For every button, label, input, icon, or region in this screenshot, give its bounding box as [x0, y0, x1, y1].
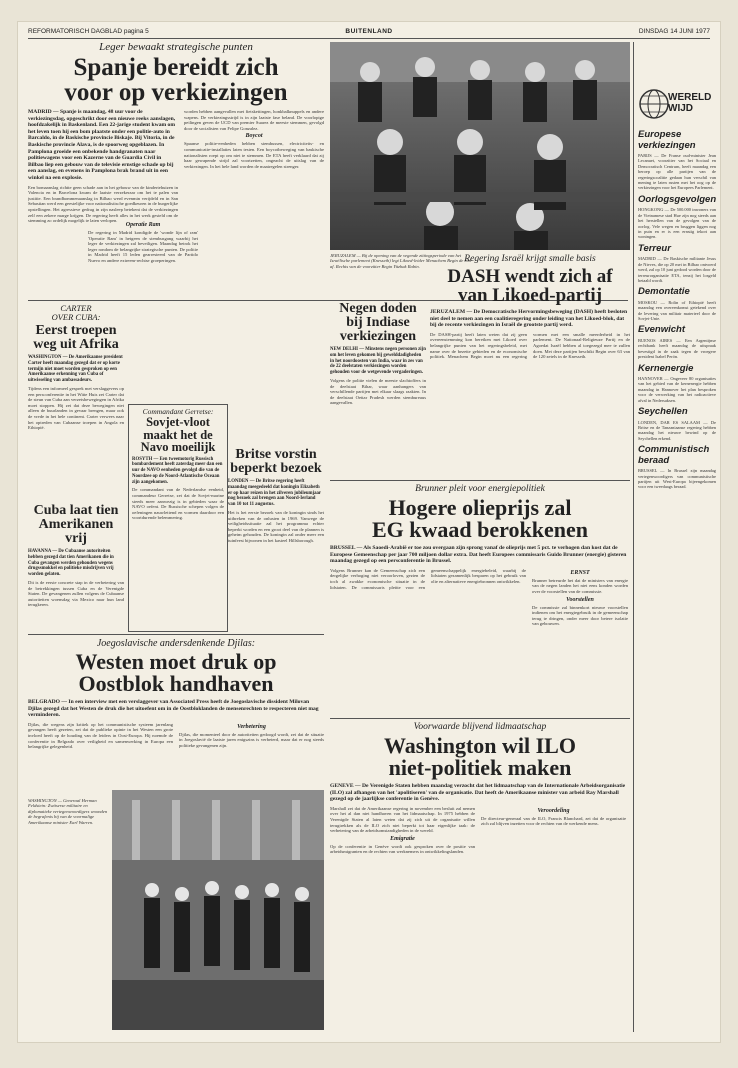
ilo-body-3: De directeur-generaal van de ILO, Francis Blanchard, zei dat de organisatie zich zal blijven inzetten voor de rechten van de werkende mens.: [481, 815, 626, 827]
sovjet-headline-2: maakt het de: [143, 427, 213, 442]
sidebar-body: HONGKONG — De 500.000 inwoners van de Vietnamese stad Hue zijn nog steeds aan het herstellen van de gevolgen van de oorlog. Vele wegen en bruggen liggen nog in puin en er is een ernstig tekort aan woningen.: [638, 207, 716, 240]
article-sovjet: [128, 404, 228, 632]
carter-lead: WASHINGTON — De Amerikaanse president Carter heeft maandag gezegd dat er op korte termijn niet moet worden gesproken op een Amerikaanse erkenning van Cuba of uitwisseling van ambassadeurs.: [28, 355, 123, 384]
sidebar-wereld: [638, 126, 716, 1026]
westen-headline-1: Westen moet druk op: [75, 649, 277, 674]
ilo-body: Marshall zei dat de Amerikaanse regering in november een besluit zal nemen over het al dan niet handhaven van het lidmaatschap. In 1975 hebben de Verenigde Staten al laten weten dat zij zich uit de organisatie willen terugtrekken als de ILO zich niet beperkt tot haar eigenlijke taak: de verbetering van de arbeidsomstandigheden in de wereld.: [330, 805, 475, 834]
divider: [28, 634, 324, 635]
olie-body-2: Brunner betreurde het dat de ministers van energie van de negen landen het niet eens konden worden over de voorstellen van de commissie.: [532, 577, 628, 594]
ilo-sub-emigratie: Emigratie: [390, 835, 415, 842]
sidebar-head: Kernenergie: [638, 362, 694, 374]
sidebar-item: [638, 130, 716, 191]
ilo-headline-1: Washington wil ILO: [384, 733, 576, 758]
sidebar-item: [638, 364, 716, 404]
sovjet-body: De commandant van de Nederlandse eenheid, commandeur Gerretse, zei dat de Sovjet-marine steeds meer aanwezig is in gebieden waar de NAVO oefent. De Russische schepen volgen de oefeningen nauwlettend en vormen daardoor een voortdurende belemmering.: [132, 487, 224, 521]
sidebar-head: Demontatie: [638, 286, 690, 298]
sidebar-body: MOSKOU — Rolin of Ethiopië heeft maandag een overeenkomst getekend over de levering van militair materieel door de Sovjet-Unie.: [638, 299, 716, 322]
sidebar-item: [638, 407, 716, 441]
ilo-body-2: Op de conferentie in Genève wordt ook gesproken over de positie van arbeidsmigranten en de rechten van werknemers in ontwikkelingslanden.: [330, 843, 475, 855]
sidebar-head: Terreur: [638, 242, 671, 254]
sidebar-divider: [633, 42, 634, 1032]
knesseth-caption: JERUZALEM — Bij de opening van de vegende zittingsperiode van het Israëlische parlement (Knesseth) legt Likoed-leider Menachem Begin de eed af. Rechts van de voorzitter Begin Yitzhak Rabin.: [330, 253, 471, 269]
cuba-body: Dit is de eerste concrete stap in de verbetering van de betrekkingen tussen Cuba en de Verenigde Staten. De gevangenen zullen volgens de Cubaanse autoriteiten woensdag via Mexico naar hun land terugkeren.: [28, 579, 124, 608]
sidebar-head: Europese verkiezingen: [638, 129, 696, 151]
wereld-wijd-label: WERELD WIJD: [668, 92, 712, 114]
westen-kicker: Joegoslavische andersdenkende Djilas:: [96, 638, 256, 649]
sidebar-body: BRUSSEL — In Brussel zijn maandag vertegenwoordigers van communistische partijen uit West-Europa bijeengekomen voor een tweedaags beraad.: [638, 468, 716, 490]
spanje-body: Een bomaanslag richtte geen schade aan in het gebouw van de kindertehuizen in Valencia en in Barcelona kwam de laatste verzekeraar om het te palen van justitie. Een brandbommenaanslag in Bilbao werd evenmin verijdeld en in San Sebastian werd een geestelijke voor nationalistische goedkeuren in de burgerlijke opstellingen. Het agressieve gedrag in zijn nasleep betekent dat de verkiezingen zelf een zekere marge krijgen. De regering heeft alles in het werk gesteld om de stemming zo ordelijk mogelijk te laten verlopen.: [28, 184, 178, 224]
spanje-headline-1: Spanje bereidt zich: [73, 54, 279, 81]
olie-headline-1: Hogere olieprijs zal: [388, 495, 572, 520]
spanje-lead: MADRID — Spanje is maandag, 48 uur voor de verkiezingsdag, opgeschrikt door een nieuwe reeks aanslagen, hoofdzakelijk in Baskenland. Een 22-jarige student kwam om het leven toen hij een bom plaatste onder een politie-auto in Barcaldo, in de Baskische provincie Biskaje. Bij Vitoria, in de Baskische provincie Alava, is de spoorweg opgeblazen. In Pamplona groeide een onbekende handgranaten naar politiewagens voor een Kazerne van de Guardia Civil in Bilbao liep een gebouw van de televisie ernstige schade op bij een aanslag, en evenens in Pamplona brak brand uit in een winkel na een explosie.: [28, 109, 176, 181]
article-cuba: [28, 504, 124, 634]
dash-lead: JERUZALEM — De Democratische Hervormingsbeweging (DASH) heeft besloten niet deel te nemen aan een coalitieregering onder leiding van het Likoed-blok, dat bij de recente verkiezingen in Israël de grootste partij werd.: [430, 309, 628, 329]
cuba-headline-1: Cuba laat tien: [33, 504, 119, 518]
sidebar-item: [638, 244, 716, 284]
sidebar-item: [638, 325, 716, 359]
divider: [330, 480, 630, 481]
spanje-body-3: worden hebben aangevallen met fietskettingen, honkbalknuppels en andere wapens. De verkiezingsstrijd is in zijn laatste fase beland. De voorlopige peilingen geven de UCD van premier Suarez de meeste stemmen, gevolgd door de socialisten van Felipe Gonzalez.: [184, 109, 324, 131]
carter-headline-1: Eerst troepen: [35, 323, 117, 338]
masthead-left: REFORMATORISCH DAGBLAD pagina 5: [28, 28, 149, 35]
spanje-col-mid: [88, 220, 198, 300]
sovjet-headline-3: Navo moeilijk: [140, 440, 216, 454]
masthead: [28, 28, 710, 39]
ilo-headline-2: niet-politiek maken: [388, 755, 572, 780]
negen-body: Volgens de politie vielen de meeste slachtoffers in de deelstaat Bihar, waar aanhangers van verschillende partijen met elkaar slaags raakten. In de deelstaat Oettar Pradesh werden stembureaus aangevallen.: [330, 377, 426, 406]
westen-sub-verbetering: Verbetering: [237, 723, 266, 730]
sovjet-lead: ROSYTH — Een tweemotorig Russisch bombardement heeft zaterdag meer dan een uur de NAVO eenheden gevolgd die van de Noordzee op de Noord-Atlantische Oceaan zijn aangekomen.: [132, 456, 223, 485]
carter-kicker-1: CARTER: [60, 304, 92, 313]
article-carter: [28, 304, 124, 494]
sidebar-head: Evenwicht: [638, 324, 685, 336]
britse-body: Het is het eerste bezoek van de koningin sinds het uitbreken van de onlusten in 1969. Vanwege de veiligheidssituatie zal het programma echter beperkt worden en een groot deel van de plannen is geheim gehouden. De koningin zal onder meer een tuinfeest bijwonen in het kasteel Hillsborough.: [228, 509, 324, 543]
cuba-headline-2: Amerikanen vrij: [38, 517, 114, 546]
photo-washington: [112, 790, 324, 1030]
olie-lead: BRUSSEL — Als Saoedi-Arabië er toe zou overgaan zijn sprong vanaf de olieprijs met 5 pct. te verhogen dan kost dat de Europese Gemeenschap per jaar 700 miljoen dollar extra. Dat heeft Europees commissaris Guido Brunner (energie) gisteren maandag gezegd op een persconferentie in Brussel.: [330, 545, 627, 565]
sidebar-head: Communistisch beraad: [638, 444, 710, 466]
sidebar-item: [638, 287, 716, 321]
negen-headline-1: Negen doden: [339, 302, 417, 316]
washington-caption: WASHINGTON — Generaal Herman Feldstein: Zwitserse militaire en diplomatieke vertegenwoordigers woonden de begrafenis bij van de voormalige Amerikaanse minister Earl Warren.: [28, 798, 108, 825]
olie-body: Volgens Brunner kan de Gemeenschap zich een dergelijke verhoging niet veroorloven, gezien de toch al zwakke economische situatie in de lidstaten. De commissaris pleitte voor een gemeenschappelijk energiebeleid, waarbij de lidstaten gezamenlijk besparen op het gebruik van olie en alternatieve energiebronnen ontwikkelen.: [330, 567, 526, 590]
britse-headline-2: beperkt bezoek: [230, 461, 322, 476]
negen-lead: NEW DELHI — Minstens negen personen zijn om het leven gekomen bij gewelddadigheden in het noordoosten van India, waar in zes van de 22 deelstaten verkiezingen worden gehouden voor de wetgevende vergaderingen.: [330, 347, 426, 376]
article-olieprijs: [330, 484, 630, 714]
negen-headline-2: bij Indiase: [346, 315, 410, 330]
spanje-body-2: De regering in Madrid kondigde de 'wonde lijn of ram' 'Operatie Ram' in hetgeen de stembusgang waarbij het leger de verkiezingen zal beveiligen. Maandag betrok het leger rondom de belangrijke strategische punten. De politie in Madrid heeft 15 leden gearresteerd van de Partido Nuevo en andere extreem-rechtse groeperingen.: [88, 230, 198, 263]
dash-kicker: Regering Israël krijgt smalle basis: [464, 254, 596, 264]
sidebar-body: MADRID — De Baskische militante Jesus de Nieves, die op 20 mei in Bilbao ontvoerd werd, zal op 10 juni gedood worden door de terreurorganisatie ETA, tenzij het losgeld betaald wordt.: [638, 256, 716, 283]
westen-body: Djilas, die wegens zijn kritiek op het communistische systeem jarenlang gevangen heeft gezeten, zei dat de publieke opinie in het Westen een grote invloed heeft op de houding van de leiders in Oost-Europa. Hij noemde de conferentie in Belgrado over veiligheid en samenwerking in Europa een belangrijke gelegenheid.: [28, 721, 173, 750]
westen-lead: BELGRADO — In een interview met een verslaggever van Associated Press heeft de Joegoslavische dissident Milovan Djilas gezegd dat het Westen de druk die het uitoefent om in de Oostbloklanden de mensenrechten te respecteren niet mag verminderen.: [28, 699, 319, 719]
olie-sub-ernst: ERNST: [570, 569, 590, 576]
spanje-sub-boycot: Boycot: [245, 133, 263, 140]
knesseth-photo-image: [330, 42, 630, 250]
carter-kicker-2: OVER CUBA:: [51, 312, 101, 322]
westen-body-2: Djilas, die momenteel door de autoriteiten gedoogd wordt, zei dat de situatie in Joegoslavië de laatste jaren enigszins is verbeterd, maar dat er nog steeds politieke gevangenen zijn.: [179, 731, 324, 748]
article-westen: [28, 638, 324, 788]
dash-body: De DASH-partij heeft laten weten dat zij geen overeenstemming kon bereiken met Likoed over belangrijke punten van het regeringsbeleid, met name over de bezette gebieden en de economische politiek. Menachem Begin moet nu een regering vormen met een smalle meerderheid in het parlement. De Nationaal-Religieuze Partij en de Agoedat Israël hebben al toegezegd mee te zullen doen. Met deze partijen beschikt Begin over 63 van de 120 zetels in de Knesseth.: [430, 331, 630, 360]
negen-headline-3: verkiezingen: [339, 329, 417, 344]
britse-lead: LONDEN — De Britse regering heeft maandag meegedeeld dat koningin Elizabeth er op haar reizen in het zilveren jubileumjaar nog bezoek zal brengen aan Noord-Ierland van 10 tot 11 augustus.: [228, 479, 321, 508]
spanje-headline-2: voor op verkiezingen: [64, 79, 288, 106]
sidebar-body: HANNOVER — Ongeveer 80 organisaties van het gebied van de kernenergie hebben maandag in Hannover het plan besproken voor de verwerking van het radioactieve afval in Nedersaksen.: [638, 376, 716, 403]
carter-body: Tijdens een informeel gesprek met verslaggevers op een persconferentie in het Witte Huis zei Carter dat de steun van Cuba aan verzetsbewegingen in Afrika moet stoppen. Hij zei dat deze bewegingen niet alleen de buurlanden in gevaar brengen, maar ook de vrede in het hele continent. Carter verwees naar het optreden van Cubaanse troepen in Angola en Ethiopië.: [28, 385, 124, 431]
washington-photo-image: [112, 790, 324, 1030]
article-dash: [430, 254, 630, 474]
sidebar-body: BUENOS AIRES — Een Argentijnse rechtbank heeft maandag de uitspraak bevestigd in de zaak tegen de vroegere president Isabel Perón.: [638, 337, 716, 360]
olie-headline-2: EG kwaad berokkenen: [372, 517, 588, 542]
sidebar-item: [638, 195, 716, 240]
photo-knesseth: [330, 42, 630, 250]
spanje-body-4: Spaanse politie-eenheden hebben stembussen, electriciteits- en communicatie-installaties laten testen. Een boycotbeweging van baskische nationalisten roept op om niet te stemmen. De ETA heeft verklaard dat zij haar gewapende strijd zal voortzetten, ongeacht de uitslag van de verkiezingen. In het hele land worden de maatregelen strenger.: [184, 141, 324, 169]
carter-headline-2: weg uit Afrika: [33, 337, 119, 352]
newspaper-page: [18, 22, 720, 1042]
spanje-sub-operatie: Operatie Ram: [125, 222, 161, 228]
article-ilo: [330, 722, 630, 1032]
sovjet-headline-1: Sovjet-vloot: [146, 415, 210, 429]
article-britse: [228, 448, 324, 578]
masthead-date: DINSDAG 14 JUNI 1977: [638, 28, 710, 35]
dash-headline-1: DASH wendt zich af: [447, 266, 613, 287]
cuba-lead: HAVANNA — De Cubaanse autoriteiten hebben gezegd dat tien Amerikanen die in Cuba gevangen werden gehouden wegens drugssmokkel en politieke misdrijven vrij worden gelaten.: [28, 549, 114, 578]
olie-kicker: Brunner pleit voor energiepolitiek: [415, 484, 545, 494]
sidebar-item: [638, 445, 716, 490]
dash-headline-2: van Likoed-partij: [457, 285, 603, 306]
sidebar-head: Oorlogsgevolgen: [638, 193, 716, 205]
wereld-wijd-logo: [638, 86, 714, 126]
westen-headline-2: Oostblok handhaven: [78, 671, 274, 696]
olie-sub-voorstellen: Voorstellen: [566, 596, 594, 603]
olie-body-3: De commissie zal binnenkort nieuwe voorstellen indienen om het energiegebruik in de gemeenschap terug te dringen, onder meer door betere isolatie van gebouwen.: [532, 604, 628, 627]
masthead-section: BUITENLAND: [345, 28, 393, 35]
spanje-kicker: Leger bewaakt strategische punten: [99, 42, 253, 53]
article-negen-doden: [330, 302, 426, 472]
sidebar-body: LONDEN, DAR ES SALAAM — De Britse en de Tanzaniaanse regering hebben maandag het nieuwe bewind op de Seychellen erkend.: [638, 419, 716, 441]
ilo-sub-veroordeling: Veroordeling: [537, 807, 570, 814]
divider: [330, 718, 630, 719]
ilo-lead: GENEVE — De Verenigde Staten hebben maandag verzocht dat het lidmaatschap van de Internationale Arbeidsorganisatie (ILO) zal afhangen van het 'apolitiseren' van de organisatie. Dat heeft de Amerikaanse minister van arbeid Ray Marshall gezegd op de jaarlijkse conferentie in Genève.: [330, 783, 626, 803]
sovjet-kicker: Commandant Gerretse:: [142, 407, 214, 416]
ilo-kicker: Voorwaarde blijvend lidmaatschap: [413, 722, 547, 732]
britse-headline-1: Britse vorstin: [235, 448, 317, 462]
sidebar-body: PARIJS — De Franse oud-minister Jean Lecanuet, voorzitter van het Sociaal en Democratisch Centrum, heeft maandag een beroep op alle partijen van de regeringscoalitie gedaan hun verschil van mening te laten rusten met het oog op de verkiezingen voor het Europees Parlement.: [638, 153, 716, 191]
sidebar-head: Seychellen: [638, 406, 688, 418]
